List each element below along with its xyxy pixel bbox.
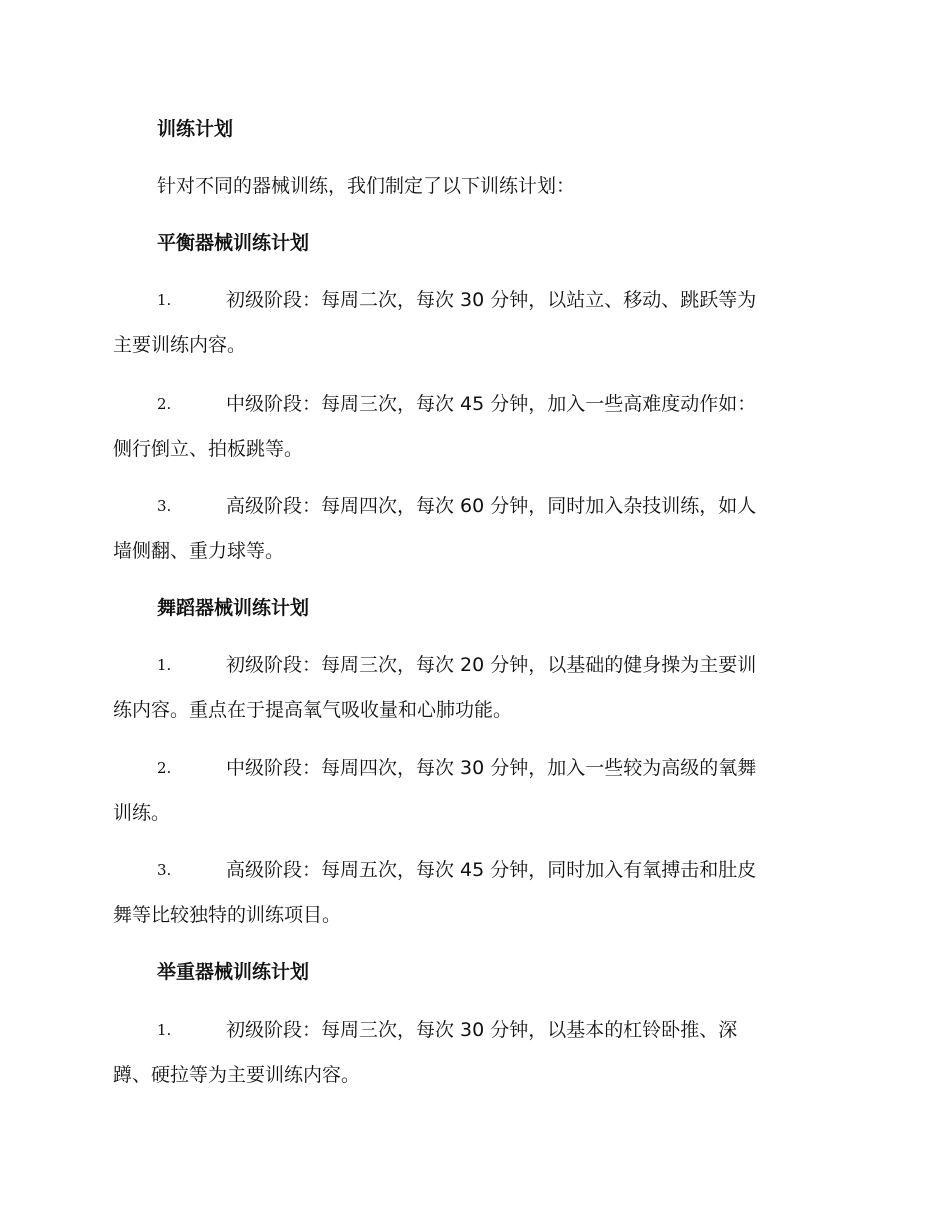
list-item-text-continued: 蹲、硬拉等为主要训练内容。 (113, 1064, 361, 1086)
list-item (0, 286, 950, 366)
intro-paragraph: 针对不同的器械训练，我们制定了以下训练计划： (157, 175, 576, 197)
list-item (0, 651, 950, 731)
list-item-text-continued: 练内容。重点在于提高氧气吸收量和心肺功能。 (113, 699, 513, 721)
section-heading-dance: 舞蹈器械训练计划 (157, 597, 310, 619)
list-item-number: 3. (157, 861, 172, 879)
list-item-number: 3. (157, 497, 172, 515)
list-item-text: 高级阶段：每周四次，每次 60 分钟，同时加入杂技训练，如人 (226, 495, 757, 517)
list-item (0, 390, 950, 470)
list-item-text-continued: 主要训练内容。 (113, 334, 247, 356)
list-item (0, 1016, 950, 1096)
list-item-text: 初级阶段：每周三次，每次 20 分钟，以基础的健身操为主要训 (226, 654, 757, 676)
section-heading-weightlifting: 举重器械训练计划 (157, 961, 310, 983)
list-item-text-continued: 训练。 (113, 802, 171, 824)
list-item-text: 高级阶段：每周五次，每次 45 分钟，同时加入有氧搏击和肚皮 (226, 859, 757, 881)
list-item-text-continued: 舞等比较独特的训练项目。 (113, 904, 342, 926)
list-item-number: 2. (157, 395, 172, 413)
list-item-number: 1. (157, 1021, 172, 1039)
document-title: 训练计划 (157, 118, 234, 140)
list-item (0, 754, 950, 834)
section-heading-balance: 平衡器械训练计划 (157, 232, 310, 254)
list-item-text: 初级阶段：每周三次，每次 30 分钟，以基本的杠铃卧推、深 (226, 1019, 738, 1041)
list-item-number: 1. (157, 656, 172, 674)
list-item-text: 中级阶段：每周三次，每次 45 分钟，加入一些高难度动作如： (226, 393, 757, 415)
list-item-text: 初级阶段：每周二次，每次 30 分钟，以站立、移动、跳跃等为 (226, 289, 757, 311)
list-item-text-continued: 墙侧翻、重力球等。 (113, 540, 285, 562)
list-item-text: 中级阶段：每周四次，每次 30 分钟，加入一些较为高级的氧舞 (226, 757, 757, 779)
list-item-number: 2. (157, 759, 172, 777)
list-item (0, 492, 950, 572)
list-item-number: 1. (157, 291, 172, 309)
list-item-text-continued: 侧行倒立、拍板跳等。 (113, 438, 304, 460)
list-item (0, 856, 950, 936)
